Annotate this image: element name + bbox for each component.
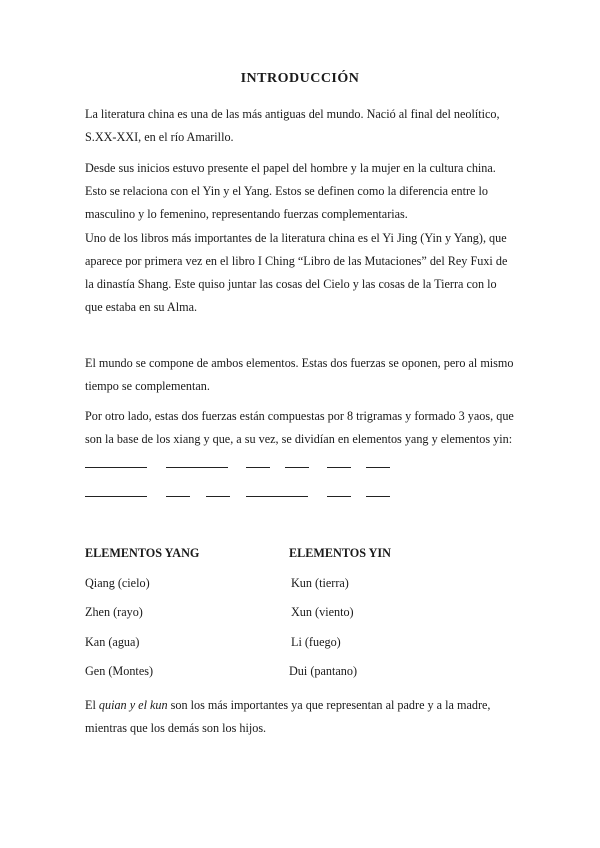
yin-element: Li (fuego) [291,635,341,649]
paragraph-4 [85,352,525,398]
yang-element: Qiang (cielo) [85,576,150,590]
yin-element: Dui (pantano) [289,664,358,678]
paragraph-2 [85,157,525,226]
solid-line [166,467,228,468]
broken-line-segment [246,467,270,468]
broken-line-segment [366,467,390,468]
page-title: INTRODUCCIÓN [240,71,360,86]
yin-heading: ELEMENTOS YIN [289,546,391,560]
text-line: masculino y lo femenino, representando fuerzas complementarias. [85,207,408,221]
text-line: Por otro lado, estas dos fuerzas están compuestas por 8 trigramas y formado 3 yaos, que [85,409,514,423]
paragraph-5 [85,405,525,451]
text-line: El mundo se compone de ambos elementos. Estas dos fuerzas se oponen, pero al mismo [85,356,514,370]
text-line: aparece por primera vez en el libro I Ching “Libro de las Mutaciones” del Rey Fuxi de [85,254,508,268]
closing-emphasis: quian y el kun [98,698,168,712]
yang-element: Kan (agua) [85,635,140,649]
text-line: que estaba en su Alma. [85,300,198,314]
yang-element: Zhen (rayo) [85,605,143,619]
broken-line-segment [327,496,351,497]
broken-line-segment [166,496,190,497]
yin-element: Kun (tierra) [291,576,349,590]
text-line: Esto se relaciona con el Yin y el Yang. Estos se definen como la diferencia entre lo [85,184,488,198]
text-line: Desde sus inicios estuvo presente el papel del hombre y la mujer en la cultura china. [85,161,496,175]
yang-element: Gen (Montes) [85,664,154,678]
text-line: Uno de los libros más importantes de la literatura china es el Yi Jing (Yin y Yang), que [85,231,507,245]
text-line: tiempo se complementan. [85,379,210,393]
text-line [85,694,525,717]
broken-line-segment [327,467,351,468]
closing-pre: El [85,698,99,712]
yang-heading: ELEMENTOS YANG [85,546,200,560]
text-line: S.XX-XXI, en el río Amarillo. [85,130,234,144]
text-line: la dinastía Shang. Este quiso juntar las cosas del Cielo y las cosas de la Tierra con lo [85,277,497,291]
closing-post: son los más importantes ya que representan al padre y a la madre, [167,698,491,712]
paragraph-3 [85,227,525,319]
solid-line [85,496,147,497]
broken-line-segment [285,467,309,468]
broken-line-segment [366,496,390,497]
broken-line-segment [206,496,230,497]
solid-line [85,467,147,468]
yin-element: Xun (viento) [291,605,354,619]
text-line: mientras que los demás son los hijos. [85,721,267,735]
solid-line [246,496,308,497]
closing-paragraph [85,694,525,740]
text-line: son la base de los xiang y que, a su vez, se dividían en elementos yang y elementos yin: [85,432,513,446]
paragraph-1 [85,103,525,149]
text-line: La literatura china es una de las más antiguas del mundo. Nació al final del neolítico, [85,107,500,121]
